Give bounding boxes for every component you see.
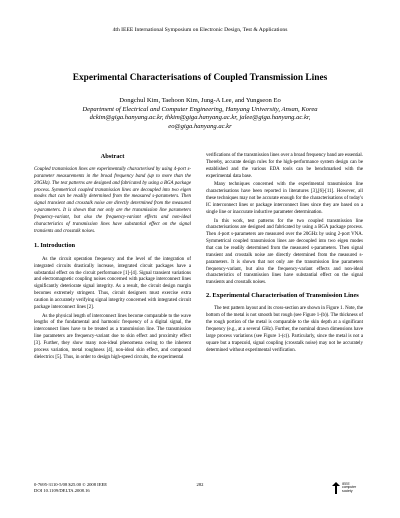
abstract-heading: Abstract <box>100 153 125 160</box>
author-block <box>20 97 380 131</box>
conference-header: 4th IEEE International Symposium on Electronic Design, Test & Applications <box>112 27 288 33</box>
introduction-paragraph-1: As the circuit operation frequency and the level of the integration of integrated circuits drastically increase, integrated circuit packages have a substantial effect on the circuit performance [1]-[4]. Signal transient variations and electromagnetic coupling noises concerned with package interconnect lines significantly deteriorate signal integrity. As a result, the circuit design margin becomes extremely stringent. Thus, circuit designers must exercise extra caution in accurately verifying signal integrity concerned with integrated circuit package interconnect lines [2]. <box>34 256 191 310</box>
computer-society-logo <box>332 480 366 496</box>
page-number: 282 <box>196 482 204 487</box>
logo-line-ieee: IEEE <box>342 481 350 486</box>
left-column <box>34 153 191 364</box>
doi-line: DOI 10.1109/DELTA.2008.16 <box>34 488 90 493</box>
author-names: Dongchul Kim, Taehoon Kim, Jung-A Lee, and Yungseon Eo <box>119 97 281 104</box>
logo-line-computer: computer <box>342 485 357 490</box>
author-affiliation: Department of Electrical and Computer Engineering, Hanyang University, Ansan, Korea <box>82 105 318 113</box>
paper-title: Experimental Characterisations of Coupled Transmission Lines <box>72 73 328 83</box>
author-emails-line-1: dckim@giga.hanyang.ac.kr, thkim@giga.hanyang.ac.kr, jalee@giga.hanyang.ac.kr, <box>89 114 311 122</box>
isbn-line: 0-7695-3110-5/08 $25.00 © 2008 IEEE <box>34 482 108 487</box>
introduction-paragraph-3: verifications of the transmission lines over a broad frequency band are essential. Thereby, accurate design rules for the high-performance system design can be established and the various EDA tools can be benchmarked with the experimental data base. <box>206 153 363 179</box>
experimental-heading: 2. Experimental Characterisation of Transmission Lines <box>206 292 359 300</box>
abstract-text: Coupled transmission lines are experimentally characterised by using 4-port s-parameter measurements in the broad frequency band (up to more than the 20GHz). The test patterns are designed and fabricated by using a BGA package process. Symmetrical coupled transmission lines are decoupled into two eigen modes that can be readily determined from the measured s-parameters. Then signal transient and crosstalk noise are directly determined from the measured s-parameters. It is shown that not only are the transmission line parameters frequency-variant, but also the frequency-variant effects and non-ideal characteristics of transmission lines have substantial effect on the signal transients and crosstalk noises. <box>34 167 191 234</box>
right-column <box>206 153 363 356</box>
introduction-heading: 1. Introduction <box>34 242 76 250</box>
page-footer <box>34 482 366 504</box>
experimental-paragraph-1: The test pattern layout and its cross-section are shown in Figure 1. Note, the bottom of the metal is not smooth but rough (see Figure 1-(b)). The thickness of the rough portion of the metal is comparable to the skin depth at a significant frequency (e.g., at a several GHz). Further, the nominal drawn dimensions have large process variations (see Figure 1-(c)). Particularly, since the metal is not a square but a trapezoid, signal coupling (crosstalk noise) may not be accurately determined without experimental verification. <box>206 306 363 353</box>
author-emails-line-2: eo@giga.hanyang.ac.kr <box>168 122 232 130</box>
introduction-paragraph-5: In this work, test patterns for the two coupled transmission line characterisations are designed and fabricated by using a BGA package process. Then 4-port s-parameters are measured over the 20GHz by using 2-port VNA. Symmetrical coupled transmission lines are decoupled into two eigen modes that can be readily determined from the measured s-parameters. Then signal transient and crosstalk noise are directly determined from the measured s-parameters. It is shown that not only are the transmission line parameters frequency-variant, but also the frequency-variant effects and non-ideal characteristics of transmission lines have substantial effect on the signal transients and crosstalk noises. <box>206 218 363 286</box>
logo-line-society: society <box>342 488 353 493</box>
introduction-paragraph-2: As the physical length of interconnect lines become comparable to the wave lengths of the fundamental and harmonic frequency of a digital signal, the interconnect lines have to be treated as a transmission line. The transmission line parameters are frequency-variant due to skin effect and proximity effect [3]. Further, they show many non-ideal phenomena owing to the inherent process variation, metal roughness [4], non-ideal skin effect, and compound dielectrics [5]. Thus, in order to design high-speed circuits, the experimental <box>34 313 191 360</box>
computer-society-logo-icon <box>332 482 340 494</box>
logo-wordmark <box>342 483 356 494</box>
introduction-paragraph-4: Many techniques concerned with the experimental transmission line characterisations have been reported in literatures [3],[6]-[11]. However, all these techniques may not be accurate enough for the characterisations of today's IC interconnect lines or package interconnect lines since they are based on a single line or inaccurate inductive parameter determination. <box>206 182 363 215</box>
